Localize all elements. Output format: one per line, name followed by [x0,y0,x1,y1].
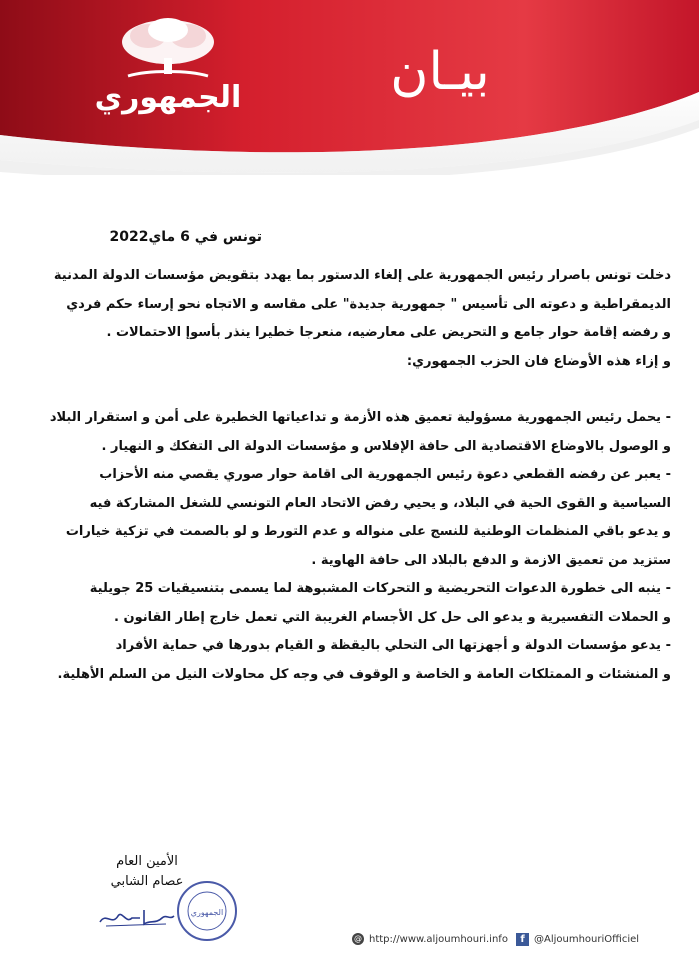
facebook-handle[interactable]: @AljoumhouriOfficiel [534,934,640,945]
point-line: - ينبه الى خطورة الدعوات التحريضية و التحركات المشبوهة لما يسمى بتنسيقيات 25 جويلية [89,581,671,596]
point-line: و يدعو باقي المنظمات الوطنية للنسج على منواله و عدم التورط و لو بالصمت في تزكية خيارات [65,524,671,539]
page-title: بيـان [390,42,490,102]
stamp-center-text: الجمهوري [190,908,224,917]
signatory-role: الأمين العام [116,854,178,869]
point-line: و الوصول بالاوضاع الاقتصادية الى حافة الإفلاس و مؤسسات الدولة الى التفكك و النهيار . [101,438,671,454]
paragraph-line: الديمقراطية و دعوته الى تأسيس " جمهورية جديدة" على مقاسه و الاتجاه نحو إرساء حكم فردي [66,296,671,312]
tree-icon [88,14,248,84]
point-line: ستزيد من تعميق الازمة و الدفع بالبلاد الى حافة الهاوية . [311,552,671,568]
document-date: تونس في 6 ماي2022 [109,229,262,245]
globe-icon: @ [354,934,362,943]
logo-text: الجمهوري [94,80,242,115]
paragraph-line: و إزاء هذه الأوضاع فان الحزب الجمهوري: [406,353,671,369]
footer-facebook[interactable] [516,933,639,946]
footer-website[interactable] [352,933,508,945]
point-line: السياسية و القوى الحية في البلاد، و يحيي رفض الاتحاد العام التونسي للشغل المشاركة فيه [89,495,671,511]
point-line: - يدعو مؤسسات الدولة و أجهزتها الى التحلي باليقظة و القيام بدورها في حماية الأفراد [115,638,671,653]
party-logo [88,14,248,124]
facebook-icon: f [516,933,529,946]
point-line: و الحملات التفسيرية و يدعو الى حل كل الأجسام الغريبة التي تعمل خارج إطار القانون . [114,609,671,625]
signatory-name: عصام الشابي [110,874,184,889]
statement-body [28,262,671,689]
paragraph-line: و رفضه إقامة حوار جامع و التحريض على معارضيه، منعرجا خطيرا ينذر بأسوإ الاحتمالات . [106,325,671,340]
paragraph-line: دخلت تونس باصرار رئيس الجمهورية على إلغاء الدستور بما يهدد بتقويض مؤسسات الدولة المدنية [53,268,671,283]
point-line: - يعبر عن رفضه القطعي دعوة رئيس الجمهورية الى اقامة حوار صوري يقصي منه الأحزاب [99,467,671,482]
website-link[interactable]: http://www.aljoumhouri.info [369,933,508,945]
footer [352,933,682,951]
handwritten-signature [96,902,176,932]
official-stamp [176,880,238,942]
point-line: و المنشئات و الممتلكات العامة و الخاصة و الوقوف في وجه كل محاولات النيل من السلم الأهلية. [57,666,671,682]
point-line: - يحمل رئيس الجمهورية مسؤولية تعميق هذه الأزمة و تداعياتها الخطيرة على أمن و استقرار البلاد [49,410,671,425]
